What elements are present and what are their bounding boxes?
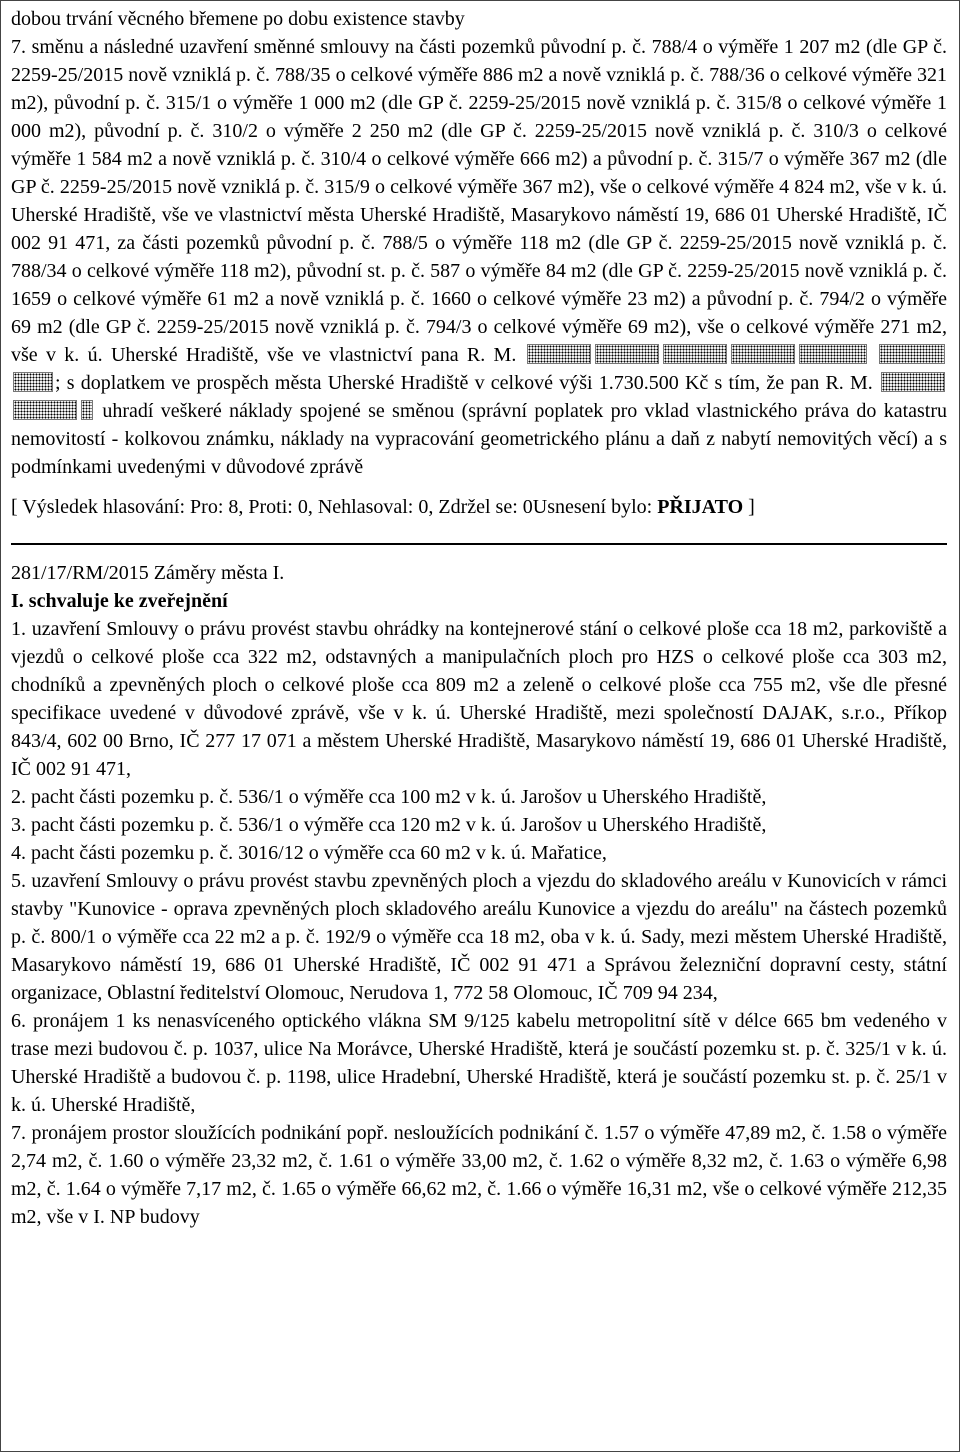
redaction-block — [595, 344, 659, 364]
redaction-block — [13, 400, 77, 420]
resolution-item-7: 7. pronájem prostor sloužících podnikání popř. nesloužících podnikání č. 1.57 o výměře 47,89 m2, č. 1.58 o výměře 2,74 m2, č. 1.60 o výměře 23,32 m2, č. 1.61 o výměře 33,00 m2, č. 1.62 o výměře 8,32 m2, č. 1.63 o výměře 6,98 m2, č. 1.64 o výměře 7,17 m2, č. 1.65 o výměře 66,62 m2, č. 1.66 o výměře 16,31 m2, vše o celkové výměře 212,35 m2, vše v I. NP budovy — [11, 1122, 947, 1228]
resolution-item-2: 2. pacht části pozemku p. č. 536/1 o výměře cca 100 m2 v k. ú. Jarošov u Uherského Hradiště, — [11, 786, 767, 808]
vote-result — [11, 493, 947, 521]
resolution-item-6: 6. pronájem 1 ks nenasvíceného optického vlákna SM 9/125 kabelu metropolitní sítě v délce 665 bm vedeného v trase mezi budovou č. p. 1037, ulice Na Morávce, Uherské Hradiště, která je součástí pozemku st. p. č. 325/1 v k. ú. Uherské Hradiště a budovou č. p. 1198, ulice Hradební, Uherské Hradiště, která je součástí pozemku st. p. č. 25/1 v k. ú. Uherské Hradiště, — [11, 1010, 947, 1116]
redaction-block — [81, 400, 93, 420]
redaction-block — [731, 344, 795, 364]
redaction-block — [13, 372, 53, 392]
paragraph-line: dobou trvání věcného břemene po dobu existence stavby — [11, 8, 465, 30]
item-7-text: 7. směnu a následné uzavření směnné smlouvy na části pozemků původní p. č. 788/4 o výměře 1 207 m2 (dle GP č. 2259-25/2015 nově vzniklá p. č. 788/35 o celkové výměře 886 m2 a nově vzniklá p. č. 788/36 o celkové výměře 321 m2), původní p. č. 315/1 o výměře 1 000 m2 (dle GP č. 2259-25/2015 nově vzniklá p. č. 315/8 o celkové výměře 1 000 m2), původní p. č. 310/2 o výměře 2 250 m2 (dle GP č. 2259-25/2015 nově vzniklá p. č. 310/3 o celkové výměře 1 584 m2 a nově vzniklá p. č. 310/4 o celkové výměře 666 m2) a původní p. č. 315/7 o výměře 367 m2 (dle GP č. 2259-25/2015 nově vzniklá p. č. 315/9 o celkové výměře 367 m2), vše o celkové výměře 4 824 m2, vše v k. ú. Uherské Hradiště, vše ve vlastnictví města Uherské Hradiště, Masarykovo náměstí 19, 686 01 Uherské Hradiště, IČ 002 91 471, za části pozemků původní p. č. 788/5 o výměře 118 m2 (dle GP č. 2259-25/2015 nově vzniklá p. č. 788/34 o celkové výměře 118 m2), původní st. p. č. 587 o výměře 84 m2 (dle GP č. 2259-25/2015 nově vzniklá p. č. 1659 o celkové výměře 61 m2 a nově vzniklá p. č. 1660 o celkové výměře 23 m2) a původní p. č. 794/2 o výměře 69 m2 (dle GP č. 2259-25/2015 nově vzniklá p. č. 794/3 o celkové výměře 69 m2), vše o celkové výměře 271 m2, vše v k. ú. Uherské Hradiště, vše ve vlastnictví pana R. M. — [11, 36, 947, 366]
redaction-block — [663, 344, 727, 364]
resolution-item-3: 3. pacht části pozemku p. č. 536/1 o výměře cca 120 m2 v k. ú. Jarošov u Uherského Hradiště, — [11, 814, 767, 836]
vote-close: ] — [743, 496, 755, 518]
vote-outcome: PŘIJATO — [657, 496, 744, 518]
redaction-block — [799, 344, 867, 364]
vote-text: [ Výsledek hlasování: Pro: 8, Proti: 0, Nehlasoval: 0, Zdržel se: 0Usnesení bylo: — [11, 496, 658, 518]
resolution-item-1: 1. uzavření Smlouvy o právu provést stavbu ohrádky na kontejnerové stání o celkové ploše cca 18 m2, parkoviště a vjezdů o celkové ploše cca 322 m2, odstavných a manipulačních ploch pro HZS o celkové ploše cca 303 m2, chodníků a zpevněných ploch o celkové ploše cca 809 m2 a zeleně o celkové ploše cca 755 m2, vše dle přesné specifikace uvedené v důvodové zprávě, vše v k. ú. Uherské Hradiště, mezi společností DAJAK, s.r.o., Příkop 843/4, 602 00 Brno, IČ 277 17 071 a městem Uherské Hradiště, Masarykovo náměstí 19, 686 01 Uherské Hradiště, IČ 002 91 471, — [11, 618, 947, 780]
resolution-number: 281/17/RM/2015 Záměry města I. — [11, 562, 285, 584]
redaction-block — [527, 344, 591, 364]
surcharge-text: ; s doplatkem ve prospěch města Uherské Hradiště v celkové výši 1.730.500 Kč s tím, že pan R. M. — [55, 372, 873, 394]
redaction-block — [879, 344, 945, 364]
resolution-item-5: 5. uzavření Smlouvy o právu provést stavbu zpevněných ploch a vjezdu do skladového areálu v Kunovicích v rámci stavby "Kunovice - oprava zpevněných ploch skladového areálu Kunovice a vjezdu do areálu" na částech pozemků p. č. 800/1 o výměře cca 22 m2 a p. č. 192/9 o výměře cca 18 m2, oba v k. ú. Sady, mezi městem Uherské Hradiště, Masarykovo náměstí 19, 686 01 Uherské Hradiště, IČ 002 91 471 a Správou železniční dopravní cesty, státní organizace, Oblastní ředitelství Olomouc, Nerudova 1, 772 58 Olomouc, IČ 709 94 234, — [11, 870, 947, 1004]
redaction-block — [881, 372, 945, 392]
resolution-heading: I. schvaluje ke zveřejnění — [11, 590, 228, 612]
section-divider — [11, 543, 947, 545]
costs-text: uhradí veškeré náklady spojené se směnou (správní poplatek pro vklad vlastnického práva do katastru nemovitostí - kolkovou známku, náklady na vypracování geometrického plánu a daň z nabytí nemovitých věcí) a s podmínkami uvedenými v důvodové zprávě — [11, 400, 948, 478]
exchange-item-7 — [11, 33, 947, 481]
resolution-item-4: 4. pacht části pozemku p. č. 3016/12 o výměře cca 60 m2 v k. ú. Mařatice, — [11, 842, 607, 864]
